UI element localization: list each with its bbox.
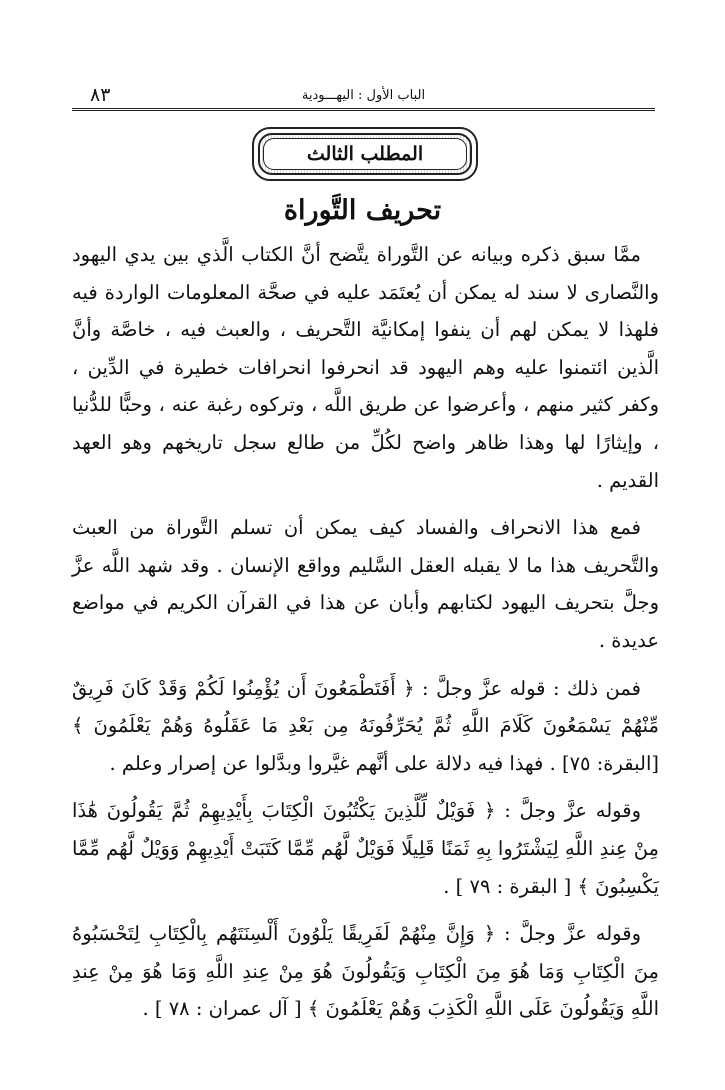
running-title: الباب الأول : اليهـــودية <box>301 87 426 103</box>
section-label-box <box>252 127 478 181</box>
paragraph: وقوله عزَّ وجلَّ : ﴿ فَوَيْلٌ لِّلَّذِينَ يَكْتُبُونَ الْكِتَابَ بِأَيْدِيهِمْ ثُمَّ يَقُولُونَ هَٰذَا مِنْ عِندِ اللَّهِ لِيَشْتَرُوا بِهِ ثَمَنًا قَلِيلًا فَوَيْلٌ لَّهُم مِّمَّا كَتَبَتْ أَيْدِيهِمْ وَوَيْلٌ لَّهُم مِّمَّا يَكْسِبُونَ ﴾ [ البقرة : ٧٩ ] . <box>72 799 659 898</box>
page-number: ٨٣ <box>90 84 111 106</box>
running-header <box>72 82 655 108</box>
paragraph: وقوله عزَّ وجلَّ : ﴿ وَإِنَّ مِنْهُمْ لَفَرِيقًا يَلْوُونَ أَلْسِنَتَهُم بِالْكِتَابِ لِتَحْسَبُوهُ مِنَ الْكِتَابِ وَمَا هُوَ مِنَ الْكِتَابِ وَيَقُولُونَ هُوَ مِنْ عِندِ اللَّهِ وَمَا هُوَ مِنْ عِندِ اللَّهِ وَيَقُولُونَ عَلَى اللَّهِ الْكَذِبَ وَهُمْ يَعْلَمُونَ ﴾ [ آل عمران : ٧٨ ] . <box>72 922 659 1021</box>
header-rule <box>72 108 655 111</box>
body-text <box>72 236 659 1028</box>
section-title: تحريف التَّوراة <box>283 195 442 226</box>
paragraph: فمع هذا الانحراف والفساد كيف يمكن أن تسلم التَّوراة من العبث والتَّحريف هذا ما لا يقبله العقل السَّليم وواقع الإنسان . وقد شهد اللَّه عزَّ وجلَّ بتحريف اليهود لكتابهم وأبان عن هذا في القرآن الكريم في مواضع عديدة . <box>72 516 659 652</box>
section-label-frame <box>258 133 472 175</box>
paragraph: فمن ذلك : قوله عزَّ وجلَّ : ﴿ أَفَتَطْمَعُونَ أَن يُؤْمِنُوا لَكُمْ وَقَدْ كَانَ فَرِيقٌ مِّنْهُمْ يَسْمَعُونَ كَلَامَ اللَّهِ ثُمَّ يُحَرِّفُونَهُ مِن بَعْدِ مَا عَقَلُوهُ وَهُمْ يَعْلَمُونَ ﴾ [البقرة: ٧٥] . فهذا فيه دلالة على أنَّهم غيَّروا وبدَّلوا عن إصرار وعلم . <box>72 676 659 775</box>
paragraph: ممَّا سبق ذكره وبيانه عن التَّوراة يتَّضح أنَّ الكتاب الَّذي بين يدي اليهود والنَّصارى لا سند له يمكن أن يُعتَمَد عليه في صحَّة المعلومات الواردة فيه فلهذا لا يمكن لهم أن ينفوا إمكانيَّة التَّحريف ، والعبث فيه ، خاصَّة وأنَّ الَّذين ائتمنوا عليه وهم اليهود قد انحرفوا انحرافات خطيرة في الدِّين ، وكفر كثير منهم ، وأعرضوا عن طريق اللَّه ، وتركوه رغبة عنه ، وحبًّا للدُّنيا ، وإيثارًا لها وهذا ظاهر واضح لكُلِّ من طالع سجل تاريخهم وهو العهد القديم . <box>72 243 659 492</box>
section-label: المطلب الثالث <box>263 138 467 170</box>
